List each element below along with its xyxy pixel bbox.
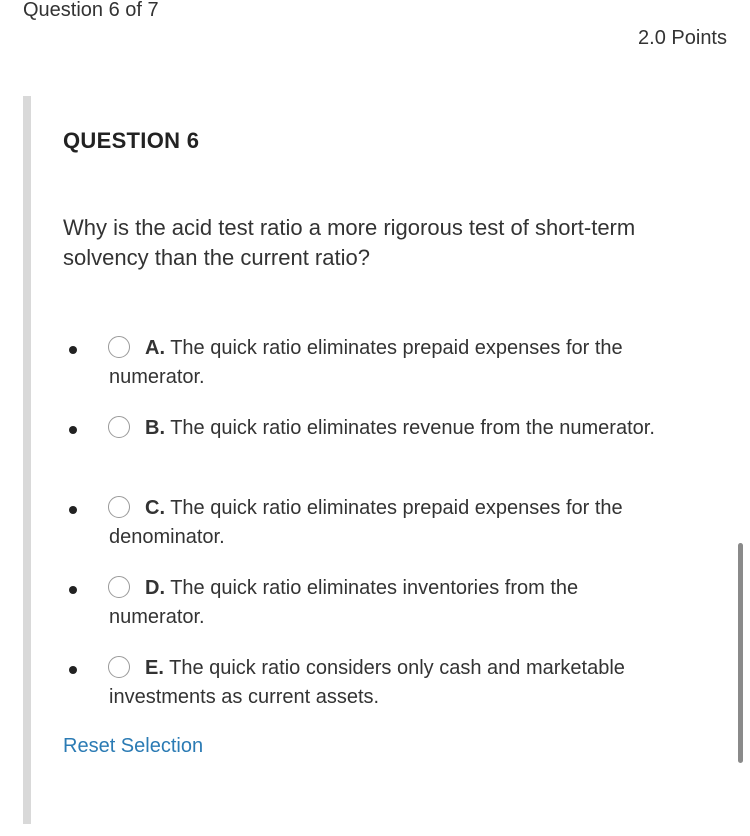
question-panel — [23, 96, 723, 824]
choice-d[interactable] — [63, 576, 693, 656]
choice-c[interactable] — [63, 496, 693, 576]
bullet-icon — [69, 666, 77, 674]
answer-choices — [63, 336, 693, 736]
radio-button-b[interactable] — [108, 416, 130, 438]
choice-e[interactable] — [63, 656, 693, 736]
choice-letter: E. — [145, 657, 164, 679]
choice-label: The quick ratio eliminates inventories from the numerator. — [109, 577, 579, 628]
choice-letter: D. — [145, 577, 165, 599]
choice-label: The quick ratio considers only cash and marketable investments as current assets. — [109, 657, 625, 708]
choice-b[interactable] — [63, 416, 693, 496]
reset-selection-link[interactable]: Reset Selection — [63, 735, 204, 757]
choice-a[interactable] — [63, 336, 693, 416]
choice-text[interactable] — [109, 654, 679, 712]
radio-button-d[interactable] — [108, 576, 130, 598]
choice-text[interactable] — [109, 494, 679, 552]
bullet-icon — [69, 506, 77, 514]
choice-letter: A. — [145, 337, 165, 359]
choice-letter: B. — [145, 417, 165, 439]
choice-label: The quick ratio eliminates prepaid expenses for the denominator. — [109, 497, 623, 548]
scrollbar-thumb[interactable] — [738, 543, 743, 763]
points-value: 2.0 Points — [638, 27, 727, 49]
radio-button-e[interactable] — [108, 656, 130, 678]
choice-text[interactable] — [109, 574, 679, 632]
choice-letter: C. — [145, 497, 165, 519]
choice-text[interactable] — [109, 334, 679, 392]
bullet-icon — [69, 586, 77, 594]
radio-button-c[interactable] — [108, 496, 130, 518]
choice-text[interactable] — [109, 414, 679, 443]
choice-label: The quick ratio eliminates prepaid expenses for the numerator. — [109, 337, 623, 388]
bullet-icon — [69, 346, 77, 354]
choice-label: The quick ratio eliminates revenue from the numerator. — [165, 417, 655, 439]
question-text: Why is the acid test ratio a more rigorous test of short-term solvency than the current ratio? — [63, 215, 636, 270]
bullet-icon — [69, 426, 77, 434]
radio-button-a[interactable] — [108, 336, 130, 358]
question-progress: Question 6 of 7 — [23, 0, 159, 21]
question-heading: QUESTION 6 — [63, 128, 200, 153]
